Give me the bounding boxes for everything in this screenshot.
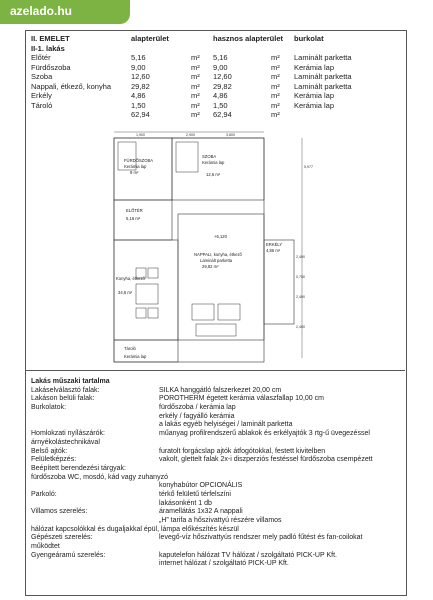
cell-net: 5,16 [213,53,228,62]
spec-row [31,395,403,404]
spec-label: hálózat kapcsolókkal és dugaljakkal épül, lámpa előkészítés készül [31,525,239,533]
coffee-table [196,324,236,336]
plan-label-bathroom: FÜRDŐSZOBA [124,158,154,163]
cell-net: 12,60 [213,72,232,81]
apartment-label: II-1. lakás [31,43,65,53]
plan-label-level: +6,120 [214,234,227,239]
spec-label: Villamos szerelés: [31,508,88,516]
spec-value: furatolt forgácslap ajtók átfogótokkal, festett kivitelben [159,447,326,455]
cell-room: Nappali, étkező, konyha [31,81,112,91]
spec-value: fürdőszoba / kerámia lap [159,404,236,412]
spec-value: konyhabútor OPCIONÁLIS [159,482,243,490]
plan-dim: 2,900 [186,133,195,137]
cell-unit2: m² [271,110,280,119]
cell-floor: Kerámia lap [294,62,335,72]
cell-area: 12,60 [131,72,150,81]
cell-unit: m² [191,81,200,91]
table-header-row [31,34,403,44]
spec-value: térkő felületű térfelszíni [159,490,231,498]
plan-dim: 2,400 [296,295,305,299]
plan-label-kitchen-area: 34,6 m² [118,290,133,295]
cell-unit: m² [191,53,200,62]
dining-table [136,284,158,304]
spec-row [31,387,403,396]
spec-row [31,543,403,552]
plan-dim: 2,400 [296,255,305,259]
plan-label-storage-floor: Kerámia lap [124,354,147,359]
dining-chair [148,268,158,278]
spec-title: Lakás műszaki tartalma [31,378,110,385]
cell-floor: Laminált parketta [294,72,352,81]
plan-label-room-floor: Kerámia lap [202,160,225,165]
cell-area: 62,94 [131,110,150,119]
table-row [31,63,403,73]
cell-unit: m² [191,91,200,100]
spec-label: Lakáselválasztó falak: [31,386,100,394]
living-outline [178,214,264,340]
site-logo-text: azelado.hu [10,4,73,18]
spec-value: kaputelefon hálózat TV hálózat / szolgáltató PICK-UP Kft. [159,551,337,559]
table-row [31,53,403,63]
spec-row [31,421,403,430]
spec-value: a lakás egyéb helyiségei / laminált parketta [159,421,293,429]
spec-row [31,448,403,457]
plan-label-balcony-area: 4,86 m² [266,248,281,253]
site-logo-badge[interactable] [0,0,130,24]
plan-label-kitchen: Konyha, étkező [116,276,145,281]
spec-label: Belső ajtók: [31,447,68,455]
cell-net: 1,50 [213,100,228,110]
spec-row [31,517,403,526]
spec-row [31,500,403,509]
plan-label-living: NAPPALI, konyha, étkező [194,252,242,257]
table-row [31,101,403,111]
spec-value: „H” tarifa a hőszivattyú részére villamos [159,517,282,524]
spec-label: Felületképzés: [31,456,77,464]
cell-unit2: m² [271,81,280,91]
cell-area: 4,86 [131,91,146,100]
spec-row [31,456,403,465]
cell-room: Fürdőszoba [31,62,71,72]
sofa [218,304,240,320]
spec-value: internet hálózat / szolgáltató PICK-UP Kft. [159,560,289,568]
plan-label-balcony: ERKÉLY [266,242,283,247]
spec-value: vakolt, glettelt falak 2x-i diszperziós festéssel fürdőszoba csempézett [159,456,373,464]
cell-unit2: m² [271,53,280,62]
area-header: alapterület [131,34,169,43]
spec-row [31,404,403,413]
spec-row [31,526,403,535]
cell-unit: m² [191,100,200,110]
spec-row [31,439,403,448]
spec-value: levegő-víz hőszivattyús rendszer mely padló fűtést és fan-coilokat [159,534,363,542]
spec-label: működtet [31,543,60,551]
cell-floor: Laminált parketta [294,81,352,91]
cell-room: Erkély [31,91,52,100]
floor-label: II. EMELET [31,34,70,43]
spec-row [31,534,403,543]
cell-floor: Kerámia lap [294,100,335,110]
plan-label-room: SZOBA [202,154,217,159]
plan-dim: 1,900 [136,133,145,137]
cell-unit2: m² [271,100,280,110]
spec-value: műanyag profilrendszerű ablakok és erkélyajtók 3 rtg-ű üvegezéssel [159,430,370,438]
spec-label: Parkoló: [31,490,57,498]
plan-dim: 3,800 [226,133,235,137]
cell-area: 1,50 [131,100,146,110]
spec-title-row [31,378,403,387]
table-row [31,82,403,92]
cell-room: Szoba [31,72,53,81]
spec-label: Burkolatok: [31,404,67,412]
net-area-header: hasznos alapterület [213,34,284,43]
plan-label-room-area: 12,6 m² [206,172,221,177]
plan-dim: 0,750 [296,275,305,279]
cell-room: Előtér [31,53,51,62]
cell-floor: Laminált parketta [294,53,352,62]
spec-label: Beépített berendezési tárgyak: [31,464,126,472]
spec-row [31,560,403,569]
spec-row [31,413,403,422]
plan-label-living-floor: Laminált parketta [200,258,233,263]
floor-plan [96,128,322,370]
plan-label-hall-area: 5,16 m² [126,216,141,221]
dining-chair [136,308,146,318]
dining-chair [148,308,158,318]
spec-label: Gyengeáramú szerelés: [31,551,106,559]
spec-row [31,552,403,561]
cell-unit: m² [191,62,200,72]
hall-outline [114,200,172,240]
cell-net: 9,00 [213,62,228,72]
cell-area: 9,00 [131,62,146,72]
cell-area: 29,82 [131,81,150,91]
spec-label: Lakáson belüli falak: [31,395,95,403]
spec-row [31,491,403,500]
spec-row [31,482,403,491]
cell-net: 4,86 [213,91,228,100]
plan-dim: 5,977 [304,165,313,169]
cell-floor: Kerámia lap [294,91,335,100]
cell-area: 5,16 [131,53,146,62]
spec-row [31,508,403,517]
plan-label-bathroom-floor: Kerámia lap [124,164,147,169]
area-table [31,34,403,120]
spec-label: Gépészeti szerelés: [31,534,93,542]
spec-label: Homlokzati nyílászárók: [31,430,105,438]
spec-value: POROTHERM égetett kerámia válaszfallap 10,00 cm [159,395,324,403]
plan-label-hall: ELŐTÉR [126,208,143,213]
bed [176,142,198,172]
spec-row [31,465,403,474]
spec-row [31,474,403,483]
plan-label-living-area: 29,82 m² [202,264,219,269]
cell-unit2: m² [271,72,280,81]
spec-label: árnyékolástechnikával [31,438,100,446]
cell-unit2: m² [271,62,280,72]
spec-value: erkély / fagyálló kerámia [159,412,235,420]
plan-label-storage: Tároló [124,346,136,351]
spec-label: fürdőszoba WC, mosdó, kád vagy zuhanyzó [31,473,168,481]
cell-unit2: m² [271,91,280,100]
sofa [192,304,214,320]
spec-value: lakásonként 1 db [159,499,212,507]
spec-value: áramellátás 1x32 A nappali [159,508,243,516]
cell-net: 62,94 [213,110,232,119]
table-row [31,72,403,82]
table-row [31,110,403,120]
cell-net: 29,82 [213,81,232,91]
cell-unit: m² [191,110,200,119]
flooring-header: burkolat [294,34,324,43]
spec-section [31,378,403,569]
apartment-row [31,44,403,54]
plan-label-bathroom-area: 9 m² [130,170,139,175]
table-row [31,91,403,101]
spec-value: SILKA hanggátló falszerkezet 20,00 cm [159,386,282,394]
cell-unit: m² [191,72,200,81]
spec-row [31,430,403,439]
plan-dim: 2,400 [296,325,305,329]
cell-room: Tároló [31,100,53,110]
